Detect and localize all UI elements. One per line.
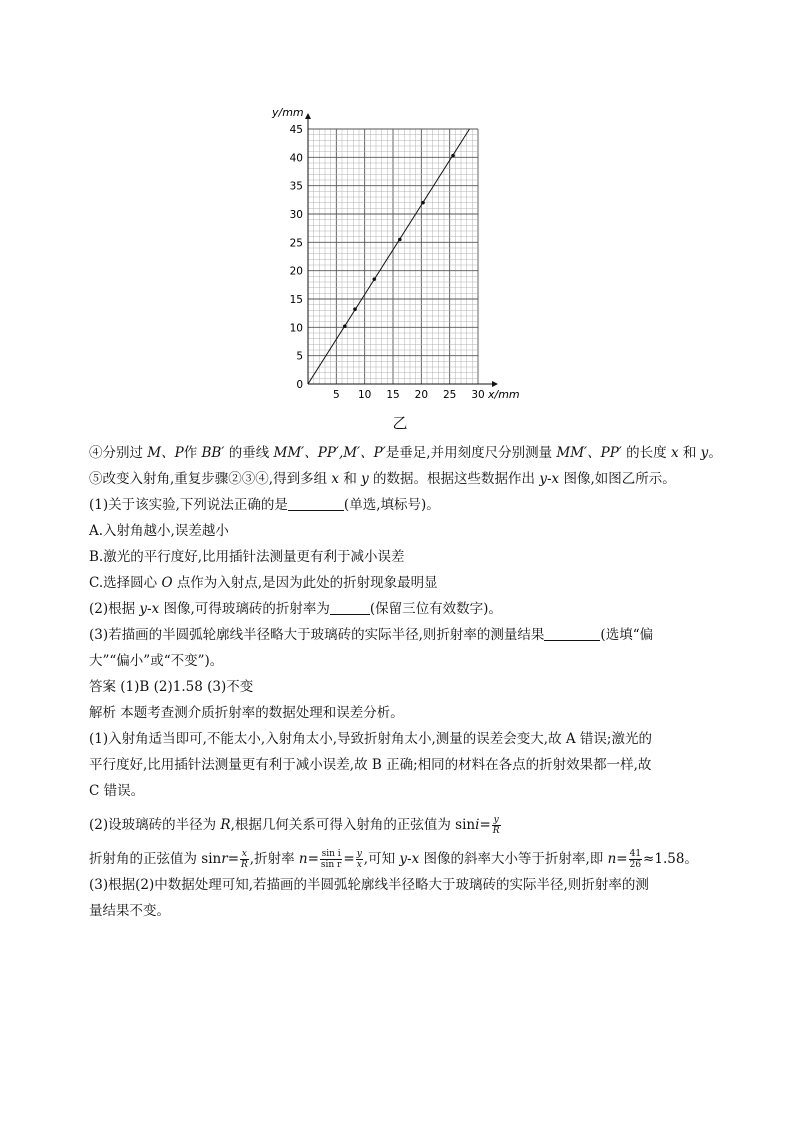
y-tick-label: 25: [289, 237, 303, 250]
x-axis-arrow: [492, 381, 498, 387]
y-tick-label: 30: [289, 209, 303, 221]
x-tick-label: 20: [414, 389, 429, 401]
analysis-1-line-3: C 错误。: [89, 783, 145, 799]
y-axis-label: y/mm: [272, 106, 304, 119]
y-tick-label: 35: [289, 180, 303, 193]
y-axis-arrow: [305, 113, 311, 119]
y-tick-label: 0: [296, 379, 303, 391]
step-5: ⑤改变入射角,重复步骤②③④,得到多组 x 和 y 的数据。根据这些数据作出 y-x 图像,如图乙所示。: [89, 471, 676, 487]
fraction-x-over-r: $\frac{x}{R}$: [241, 849, 248, 870]
answer-blank-1: [288, 496, 344, 511]
fraction-sini-over-sinr: $\frac{\text{sin i}}{\text{sin r}}$: [320, 849, 342, 870]
y-tick-label: 45: [289, 124, 303, 136]
y-tick-label: 20: [289, 265, 303, 278]
option-b: B.激光的平行度好,比用插针法测量更有利于减小误差: [89, 549, 405, 565]
analysis-label: 解析: [89, 705, 116, 721]
analysis-2-formula-line: 折射角的正弦值为 sinr= $\frac{x}{R}$ ,折射率 n= $\frac{\text{sin i}}{\text{sin r}}$ = $\frac{y}{x}$ ,可知 y-x 图像的斜率大小等于折射率,即 n= $\frac{41}{26}$ ≈1.58。: [89, 849, 698, 870]
answer-blank-2: [330, 600, 370, 615]
step-4: ④分别过 M、P作 BB′ 的垂线 MM′、PP′,M′、P′是垂足,并用刻度尺分别测量 MM′、PP′ 的长度 x 和 y。: [89, 445, 722, 461]
option-a: A.入射角越小,误差越小: [89, 523, 229, 539]
fraction-y-over-x: $\frac{y}{x}$: [356, 849, 362, 870]
x-tick-label: 15: [386, 389, 400, 401]
grid: [308, 129, 478, 384]
data-point: [343, 324, 347, 328]
answer-blank-3: [544, 626, 600, 641]
axes: [305, 113, 498, 387]
y-tick-label: 40: [289, 152, 303, 165]
analysis-1-line-1: (1)入射角适当即可,不能太小,入射角太小,导致折射角太小,测量的误差会变大,故 A 错误;激光的: [89, 731, 652, 747]
fit-line: [308, 129, 470, 384]
question-3-line-2: 大”“偏小”或“不变”)。: [89, 653, 224, 669]
data-point: [373, 277, 377, 281]
analysis-1-line-2: 平行度好,比用插针法测量更有利于减小误差,故 B 正确;相同的材料在各点的折射效果都一样,故: [89, 757, 652, 773]
data-point: [451, 154, 455, 158]
analysis-3-line-2: 量结果不变。: [89, 903, 170, 919]
x-tick-label: 30: [471, 389, 485, 401]
x-axis-label: x/mm: [488, 388, 520, 401]
chart-figure: [270, 100, 530, 432]
question-2: (2)根据 y-x 图像,可得玻璃砖的折射率为 (保留三位有效数字)。: [89, 601, 502, 617]
fit-line-layer: [308, 129, 470, 384]
option-c: C.选择圆心 O 点作为入射点,是因为此处的折射现象最明显: [89, 575, 438, 591]
analysis-line: 解析 本题考查测介质折射率的数据处理和误差分析。: [89, 705, 404, 721]
data-point: [398, 238, 402, 242]
figure-caption: 乙: [392, 414, 408, 432]
x-tick-label: 25: [442, 389, 457, 401]
document-body: [89, 440, 722, 924]
fraction-41-over-26: $\frac{41}{26}$: [629, 849, 642, 870]
x-tick-label: 10: [357, 389, 372, 401]
y-tick-label: 10: [289, 322, 303, 335]
answer-line: [89, 674, 719, 700]
x-tick-label: 5: [332, 389, 340, 401]
answer-label: 答案: [89, 679, 116, 695]
analysis-3-line-1: (3)根据(2)中数据处理可知,若描画的半圆弧轮廓线半径略大于玻璃砖的实际半径,则折射率的测: [89, 877, 649, 893]
question-1: (1)关于该实验,下列说法正确的是 (单选,填标号)。: [89, 497, 440, 513]
question-3-line-1: (3)若描画的半圆弧轮廓线半径略大于玻璃砖的实际半径,则折射率的测量结果 (选填“偏: [89, 627, 654, 643]
y-tick-label: 5: [296, 350, 303, 363]
yx-chart: [270, 100, 530, 405]
analysis-2-line: (2)设玻璃砖的半径为 R,根据几何关系可得入射角的正弦值为 sini= $\frac{y}{R}$: [89, 815, 500, 836]
fraction-y-over-r: $\frac{y}{R}$: [492, 815, 500, 836]
data-point: [421, 201, 425, 205]
data-point: [353, 307, 357, 311]
y-tick-label: 15: [289, 294, 303, 306]
answer-text: (1)B (2)1.58 (3)不变: [116, 679, 254, 695]
